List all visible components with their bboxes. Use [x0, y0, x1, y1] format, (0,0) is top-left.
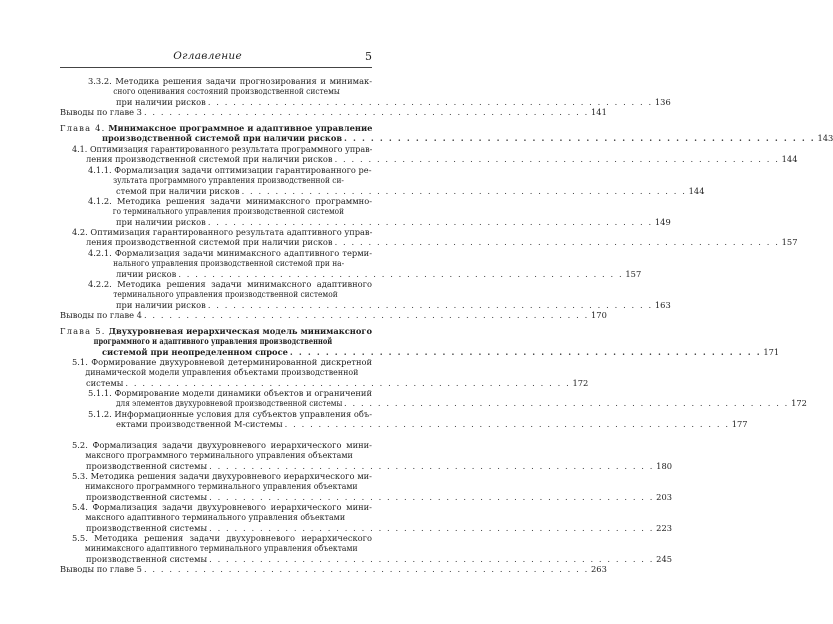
toc-entry-last-line: [88, 419, 748, 430]
toc-entry-title-line: Методика решения задачи двухуровневого иерархического ми-: [90, 471, 372, 481]
toc-entry-title-line: для элементов двухуровневой производственной системы: [116, 398, 343, 409]
toc-entry-5-5[interactable]: [72, 533, 673, 564]
dot-leader: . . . . . . . . . . . . . . . . . . . . . . . . . . . . . . . . . . . . . . . . . . . . . . . . . . . . .: [143, 309, 589, 320]
toc-entry-4-2[interactable]: [72, 227, 798, 248]
toc-entry-line: [88, 289, 338, 299]
toc-entry-title-line: Минимаксное программное и адаптивное управление: [108, 123, 373, 133]
toc-entry-line: [88, 258, 344, 268]
dot-leader: . . . . . . . . . . . . . . . . . . . . . . . . . . . . . . . . . . . . . . . . . . . . . . . . . . . . .: [125, 377, 571, 388]
toc-entry-title-line: Формализация задачи минимаксного адаптивного терми-: [114, 248, 372, 258]
toc-page-number: 163: [654, 299, 671, 310]
toc-entry-ch4-summary[interactable]: [60, 309, 607, 320]
toc-entry-text-wrap: [116, 398, 343, 409]
toc-entry-label: 4.2.1.: [88, 248, 112, 258]
toc-entry-last-line: [72, 237, 798, 248]
toc-entry-4-1[interactable]: [72, 144, 798, 165]
dot-leader: . . . . . . . . . . . . . . . . . . . . . . . . . . . . . . . . . . . . . . . . . . . . . . . . . . . . .: [284, 419, 730, 430]
toc-entry-title-line: при наличии рисков: [116, 299, 206, 310]
dot-leader: . . . . . . . . . . . . . . . . . . . . . . . . . . . . . . . . . . . . . . . . . . . . . . . . . . . . .: [207, 299, 653, 310]
toc-entry-ch4[interactable]: [60, 123, 833, 144]
toc-entry-title-line: производственной системы: [86, 522, 208, 533]
toc-entry-text-wrap: [60, 310, 142, 320]
toc-entry-line: [88, 175, 344, 185]
toc-entry-ch5[interactable]: [60, 326, 780, 357]
toc-entry-line: [72, 512, 345, 522]
toc-entry-last-line: [72, 522, 673, 533]
toc-entry-last-line: [88, 96, 671, 107]
toc-entry-title-line: Оптимизация гарантированного результата адаптивного управ-: [90, 227, 373, 237]
toc-entry-label: 5.1.: [72, 357, 88, 367]
toc-entry-line: [88, 409, 372, 419]
toc-page-number: 170: [591, 309, 607, 320]
toc-entry-line: [72, 481, 358, 491]
toc-entry-title-line: при наличии рисков: [116, 216, 206, 227]
toc-entry-title-line: программного и адаптивного управления производственной: [93, 336, 333, 347]
toc-page-number: 180: [656, 460, 673, 471]
toc-entry-title-line: Выводы по главе 4: [60, 309, 142, 320]
toc-page-number: 144: [781, 154, 798, 165]
dot-leader: . . . . . . . . . . . . . . . . . . . . . . . . . . . . . . . . . . . . . . . . . . . . . . . . . . . . .: [344, 398, 789, 409]
toc-entry-title-line: производственной системой при наличии рисков: [102, 133, 343, 144]
toc-page-number: 143: [817, 133, 833, 144]
toc-entry-text-wrap: [86, 461, 207, 471]
toc-entry-title-line: Формирование двухуровневой детерминированной дискретной: [91, 357, 372, 367]
toc-entry-line: [60, 123, 372, 133]
dot-leader: . . . . . . . . . . . . . . . . . . . . . . . . . . . . . . . . . . . . . . . . . . . . . . . . . . . . .: [209, 491, 655, 502]
toc-entry-label: 4.2.2.: [88, 279, 112, 289]
toc-entry-title-line: Методика решения задачи минимаксного адаптивного: [117, 279, 372, 289]
toc-page-number: 136: [654, 96, 671, 107]
toc-entry-last-line: [72, 154, 798, 165]
toc-entry-text-wrap: [86, 523, 207, 533]
toc-page-number: 141: [591, 106, 607, 117]
toc-entry-4-2-2[interactable]: [88, 279, 671, 310]
toc-entry-label: 5.1.1.: [88, 388, 112, 398]
toc-page-number: 263: [591, 563, 607, 574]
toc-entry-label: 4.2.: [72, 227, 88, 237]
toc-entry-5-1[interactable]: [72, 357, 589, 388]
page-number: 5: [365, 50, 372, 63]
toc-entry-label: 5.2.: [72, 440, 88, 450]
toc-page-number: 223: [656, 522, 673, 533]
toc-entry-title-line: ектами производственной M-системы: [116, 419, 283, 430]
toc-page-number: 149: [654, 216, 671, 227]
toc-entry-5-2[interactable]: [72, 440, 673, 471]
toc-entry-text-wrap: [102, 347, 288, 357]
toc-entry-title-line: Методика решения задачи двухуровневого иерархического: [94, 533, 372, 543]
toc-entry-title-line: при наличии рисков: [116, 96, 206, 107]
toc-entry-text-wrap: [116, 269, 176, 279]
toc-entry-text-wrap: [86, 378, 123, 388]
toc-entry-5-3[interactable]: [72, 471, 673, 502]
running-header-title: Оглавление: [173, 50, 242, 62]
toc-entry-title-line: го терминального управления производственной системой: [112, 206, 345, 217]
toc-entry-label: 5.5.: [72, 533, 88, 543]
toc-entry-title-line: зультата программного управления производственной си-: [113, 175, 344, 186]
dot-leader: . . . . . . . . . . . . . . . . . . . . . . . . . . . . . . . . . . . . . . . . . . . . . . . . . . . . .: [207, 216, 653, 227]
dot-leader: . . . . . . . . . . . . . . . . . . . . . . . . . . . . . . . . . . . . . . . . . . . . . . . . . . . . .: [241, 185, 687, 196]
toc-entry-last-line: [72, 553, 673, 564]
dot-leader: . . . . . . . . . . . . . . . . . . . . . . . . . . . . . . . . . . . . . . . . . . . . . . . . . . . . .: [209, 460, 655, 471]
toc-entry-last-line: [60, 309, 607, 320]
dot-leader: . . . . . . . . . . . . . . . . . . . . . . . . . . . . . . . . . . . . . . . . . . . . . . . . . . . . .: [334, 154, 780, 165]
toc-entry-line: [88, 196, 372, 206]
toc-page-number: 144: [688, 185, 705, 196]
toc-page-number: 203: [656, 491, 673, 502]
toc-entry-line: [72, 227, 372, 237]
toc-entry-last-line: [72, 460, 673, 471]
toc-page-number: 172: [572, 377, 589, 388]
toc-entry-label: 5.1.2.: [88, 409, 112, 419]
toc-entry-title-line: Выводы по главе 5: [60, 563, 142, 574]
toc-entry-title-line: динамической модели управления объектами производственной: [85, 367, 359, 378]
toc-entry-line: [88, 86, 340, 96]
toc-entry-text-wrap: [102, 133, 343, 144]
toc-entry-line: [88, 279, 372, 289]
toc-entry-line: [88, 388, 372, 398]
toc-entry-last-line: [88, 299, 671, 310]
toc-entry-line: [60, 336, 332, 346]
toc-entry-5-1-2[interactable]: [88, 409, 748, 430]
dot-leader: . . . . . . . . . . . . . . . . . . . . . . . . . . . . . . . . . . . . . . . . . . . . . . . . . . . . .: [143, 563, 589, 574]
toc-entry-title-line: ления производственной системой при наличии рисков: [86, 237, 333, 248]
toc-entry-text-wrap: [86, 154, 333, 164]
toc-entry-line: [88, 165, 372, 175]
toc-entry-title-line: нимаксного программного терминального управления объектами: [85, 481, 358, 492]
toc-entry-4-1-1[interactable]: [88, 165, 705, 196]
toc-entry-title-line: максного программного терминального управления объектами: [85, 450, 353, 461]
dot-leader: . . . . . . . . . . . . . . . . . . . . . . . . . . . . . . . . . . . . . . . . . . . . . . . . . . . . .: [209, 522, 655, 533]
toc-entry-title-line: максного адаптивного терминального управления объектами: [85, 512, 346, 523]
toc-entry-5-4[interactable]: [72, 502, 673, 533]
toc-entry-title-line: личии рисков: [116, 268, 177, 279]
toc-entry-title-line: производственной системы: [86, 553, 208, 564]
toc-entry-title-line: нального управления производственной системой при на-: [113, 258, 345, 269]
toc-entry-line: [72, 367, 358, 377]
toc-entry-text-wrap: [116, 419, 283, 429]
toc-entry-last-line: [88, 216, 671, 227]
toc-entry-4-1-2[interactable]: [88, 196, 671, 227]
toc-entry-text-wrap: [86, 492, 207, 502]
toc-entry-line: [72, 450, 353, 460]
toc-entry-title-line: ления производственной системой при наличии рисков: [86, 154, 333, 165]
dot-leader: . . . . . . . . . . . . . . . . . . . . . . . . . . . . . . . . . . . . . . . . . . . . . . . . . . . . .: [207, 96, 653, 107]
toc-entry-text-wrap: [60, 564, 142, 574]
toc-entry-title-line: системой при неопределенном спросе: [102, 346, 288, 357]
toc-page-number: 172: [791, 398, 807, 409]
toc-entry-last-line: [88, 268, 642, 279]
toc-entry-line: [88, 76, 372, 86]
toc-entry-label: Глава 5.: [60, 326, 106, 336]
toc-entry-label: Глава 4.: [60, 123, 106, 133]
toc-page-number: 177: [731, 419, 748, 430]
toc-page-number: 171: [763, 346, 780, 357]
toc-entry-label: 4.1.2.: [88, 196, 112, 206]
toc-entry-title-line: сного оценивания состояний производственной системы: [113, 86, 340, 97]
toc-entry-text-wrap: [86, 237, 333, 247]
toc-entry-line: [72, 471, 372, 481]
toc-entry-last-line: [72, 491, 673, 502]
toc-entry-line: [72, 502, 372, 512]
toc-entry-title-line: терминального управления производственной системой: [113, 289, 338, 300]
toc-entry-title-line: Формирование модели динамики объектов и ограничений: [114, 388, 372, 398]
toc-entry-text-wrap: [60, 107, 142, 117]
toc-entry-text-wrap: [116, 217, 206, 227]
dot-leader: . . . . . . . . . . . . . . . . . . . . . . . . . . . . . . . . . . . . . . . . . . . . . . . . . . . . .: [334, 237, 780, 248]
toc-entry-line: [72, 533, 372, 543]
toc-entry-last-line: [72, 377, 589, 388]
toc-entry-ch5-summary[interactable]: [60, 563, 607, 574]
dot-leader: . . . . . . . . . . . . . . . . . . . . . . . . . . . . . . . . . . . . . . . . . . . . . . . . . . . . .: [344, 133, 816, 144]
toc-entry-title-line: Оптимизация гарантированного результата программного управ-: [89, 144, 373, 154]
toc-entry-title-line: минимаксного адаптивного терминального управления объектами: [84, 543, 358, 554]
toc-entry-line: [88, 206, 344, 216]
toc-entry-line: [60, 326, 372, 336]
toc-entry-title-line: Информационные условия для субъектов управления объ-: [114, 409, 372, 419]
toc-entry-text-wrap: [116, 186, 240, 196]
toc-entry-title-line: Формализация задачи оптимизации гарантированного ре-: [114, 165, 372, 175]
toc-entry-label: 5.3.: [72, 471, 88, 481]
toc-entry-last-line: [60, 133, 833, 144]
toc-entry-line: [72, 144, 372, 154]
toc-page-number: 157: [625, 268, 642, 279]
toc-entry-label: 4.1.: [72, 144, 88, 154]
toc-entry-line: [72, 357, 372, 367]
dot-leader: . . . . . . . . . . . . . . . . . . . . . . . . . . . . . . . . . . . . . . . . . . . . . . . . . . . . .: [143, 106, 589, 117]
dot-leader: . . . . . . . . . . . . . . . . . . . . . . . . . . . . . . . . . . . . . . . . . . . . . . . . . . . . .: [178, 268, 624, 279]
toc-entry-title-line: Методика решения задачи прогнозирования и минимак-: [115, 76, 373, 86]
toc-entry-last-line: [88, 185, 705, 196]
toc-entry-title-line: Выводы по главе 3: [60, 106, 142, 117]
toc-entry-text-wrap: [86, 554, 207, 564]
dot-leader: . . . . . . . . . . . . . . . . . . . . . . . . . . . . . . . . . . . . . . . . . . . . . . . . . . . . .: [289, 346, 762, 357]
toc-entry-last-line: [60, 563, 607, 574]
toc-entry-last-line: [60, 346, 780, 357]
toc-entry-line: [72, 543, 358, 553]
toc-entry-label: 5.4.: [72, 502, 88, 512]
toc-entry-title-line: производственной системы: [86, 491, 208, 502]
toc-entry-4-2-1[interactable]: [88, 248, 642, 279]
toc-entry-line: [88, 248, 372, 258]
toc-entry-line: [72, 440, 372, 450]
toc-entry-label: 4.1.1.: [88, 165, 112, 175]
toc-entry-title-line: стемой при наличии рисков: [116, 185, 240, 196]
toc-entry-text-wrap: [116, 97, 206, 107]
toc-page-number: 157: [781, 237, 798, 248]
toc-page-number: 245: [656, 553, 673, 564]
toc-entry-title-line: Формализация задачи двухуровневого иерархического мини-: [92, 502, 372, 512]
dot-leader: . . . . . . . . . . . . . . . . . . . . . . . . . . . . . . . . . . . . . . . . . . . . . . . . . . . . .: [209, 553, 655, 564]
toc-entry-title-line: системы: [86, 377, 124, 388]
toc-entry-title-line: Формализация задачи двухуровневого иерархического мини-: [92, 440, 372, 450]
toc-entry-label: 3.3.2.: [88, 76, 112, 86]
toc-entry-last-line: [60, 106, 607, 117]
toc-entry-last-line: [88, 398, 807, 409]
toc-entry-title-line: Двухуровневая иерархическая модель минимаксного: [108, 326, 373, 336]
toc-entry-3-3-2[interactable]: [88, 76, 671, 107]
toc-entry-text-wrap: [116, 300, 206, 310]
toc-entry-title-line: производственной системы: [86, 460, 208, 471]
toc-entry-title-line: Методика решения задачи минимаксного программно-: [116, 196, 373, 206]
toc-entry-5-1-1[interactable]: [88, 388, 807, 409]
toc-entry-ch3-summary[interactable]: [60, 106, 607, 117]
